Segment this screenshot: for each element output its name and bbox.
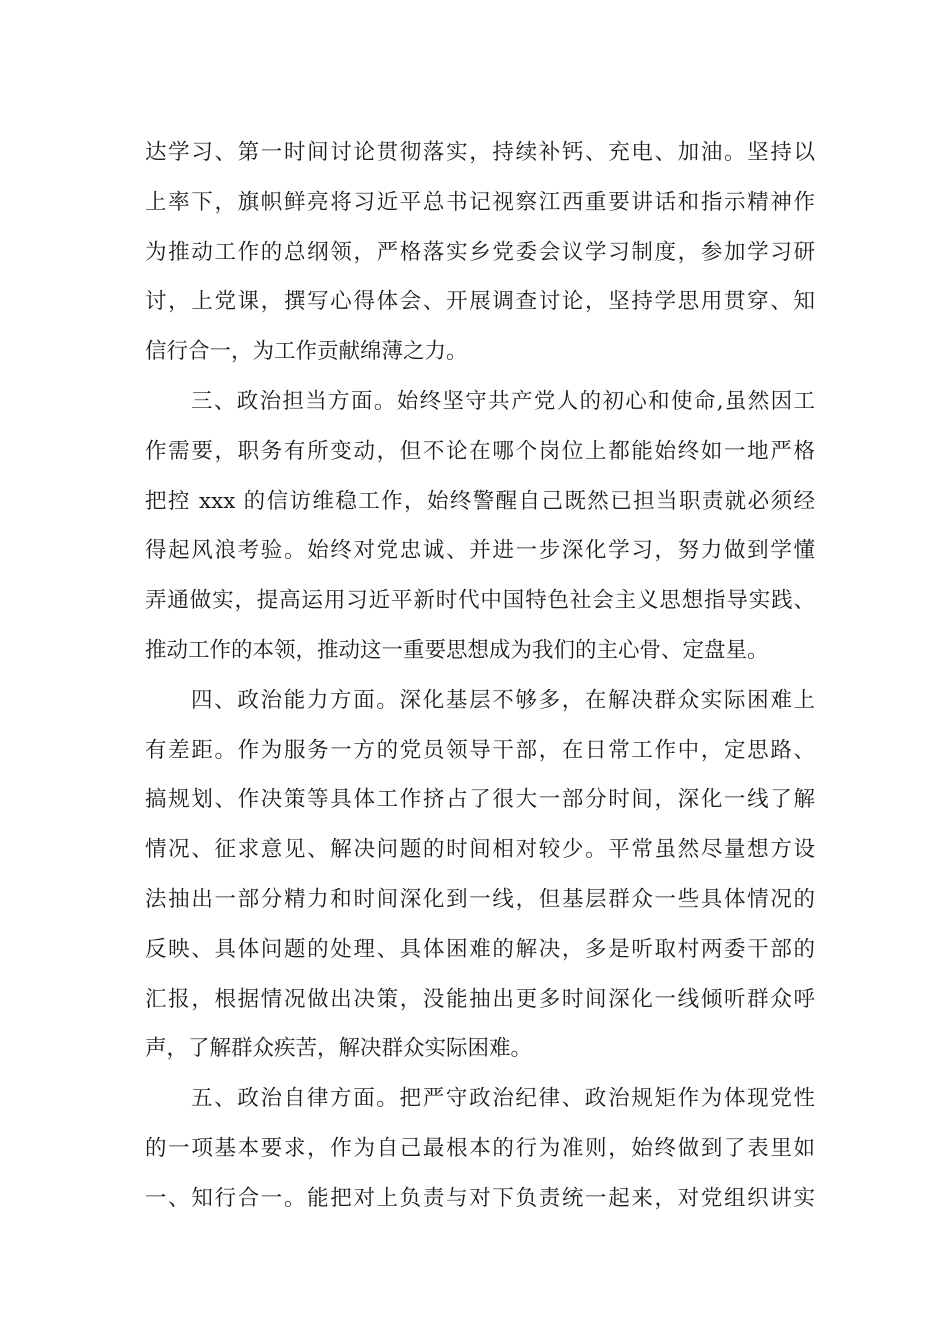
paragraph-heading-line: 三、政治担当方面。始终坚守共产党人的初心和使命,虽然因工 <box>191 388 815 414</box>
text-line: 搞规划、作决策等具体工作挤占了很大一部分时间，深化一线了解 <box>145 787 815 813</box>
paragraph-end-line: 推动工作的本领，推动这一重要思想成为我们的主心骨、定盘星。 <box>145 637 769 663</box>
text-line: 法抽出一部分精力和时间深化到一线，但基层群众一些具体情况的 <box>145 886 815 912</box>
text-line: 上率下，旗帜鲜亮将习近平总书记视察江西重要讲话和指示精神作 <box>145 189 815 215</box>
paragraph-end-line: 信行合一，为工作贡献绵薄之力。 <box>145 339 468 365</box>
text-line: 有差距。作为服务一方的党员领导干部，在日常工作中，定思路、 <box>145 737 815 763</box>
text-line: 把控 xxx 的信访维稳工作，始终警醒自己既然已担当职责就必须经 <box>145 488 815 514</box>
text-line: 一、知行合一。能把对上负责与对下负责统一起来，对党组织讲实 <box>145 1185 815 1211</box>
text-line: 反映、具体问题的处理、具体困难的解决，多是听取村两委干部的 <box>145 936 815 962</box>
paragraph-heading-line: 四、政治能力方面。深化基层不够多，在解决群众实际困难上 <box>191 687 815 713</box>
text-line: 弄通做实，提高运用习近平新时代中国特色社会主义思想指导实践、 <box>145 588 815 614</box>
text-line: 作需要，职务有所变动，但不论在哪个岗位上都能始终如一地严格 <box>145 438 815 464</box>
paragraph-end-line: 声，了解群众疾苦，解决群众实际困难。 <box>145 1036 533 1062</box>
text-line: 讨，上党课，撰写心得体会、开展调查讨论，坚持学思用贯穿、知 <box>145 289 815 315</box>
text-line: 汇报，根据情况做出决策，没能抽出更多时间深化一线倾听群众呼 <box>145 986 815 1012</box>
text-line: 情况、征求意见、解决问题的时间相对较少。平常虽然尽量想方设 <box>145 837 815 863</box>
text-line: 的一项基本要求，作为自己最根本的行为准则，始终做到了表里如 <box>145 1135 815 1161</box>
text-line: 得起风浪考验。始终对党忠诚、并进一步深化学习，努力做到学懂 <box>145 538 815 564</box>
text-line: 为推动工作的总纲领，严格落实乡党委会议学习制度，参加学习研 <box>145 239 815 265</box>
text-line: 达学习、第一时间讨论贯彻落实，持续补钙、充电、加油。坚持以 <box>145 140 815 165</box>
paragraph-heading-line: 五、政治自律方面。把严守政治纪律、政治规矩作为体现党性 <box>191 1086 815 1112</box>
document-body <box>145 128 815 1224</box>
